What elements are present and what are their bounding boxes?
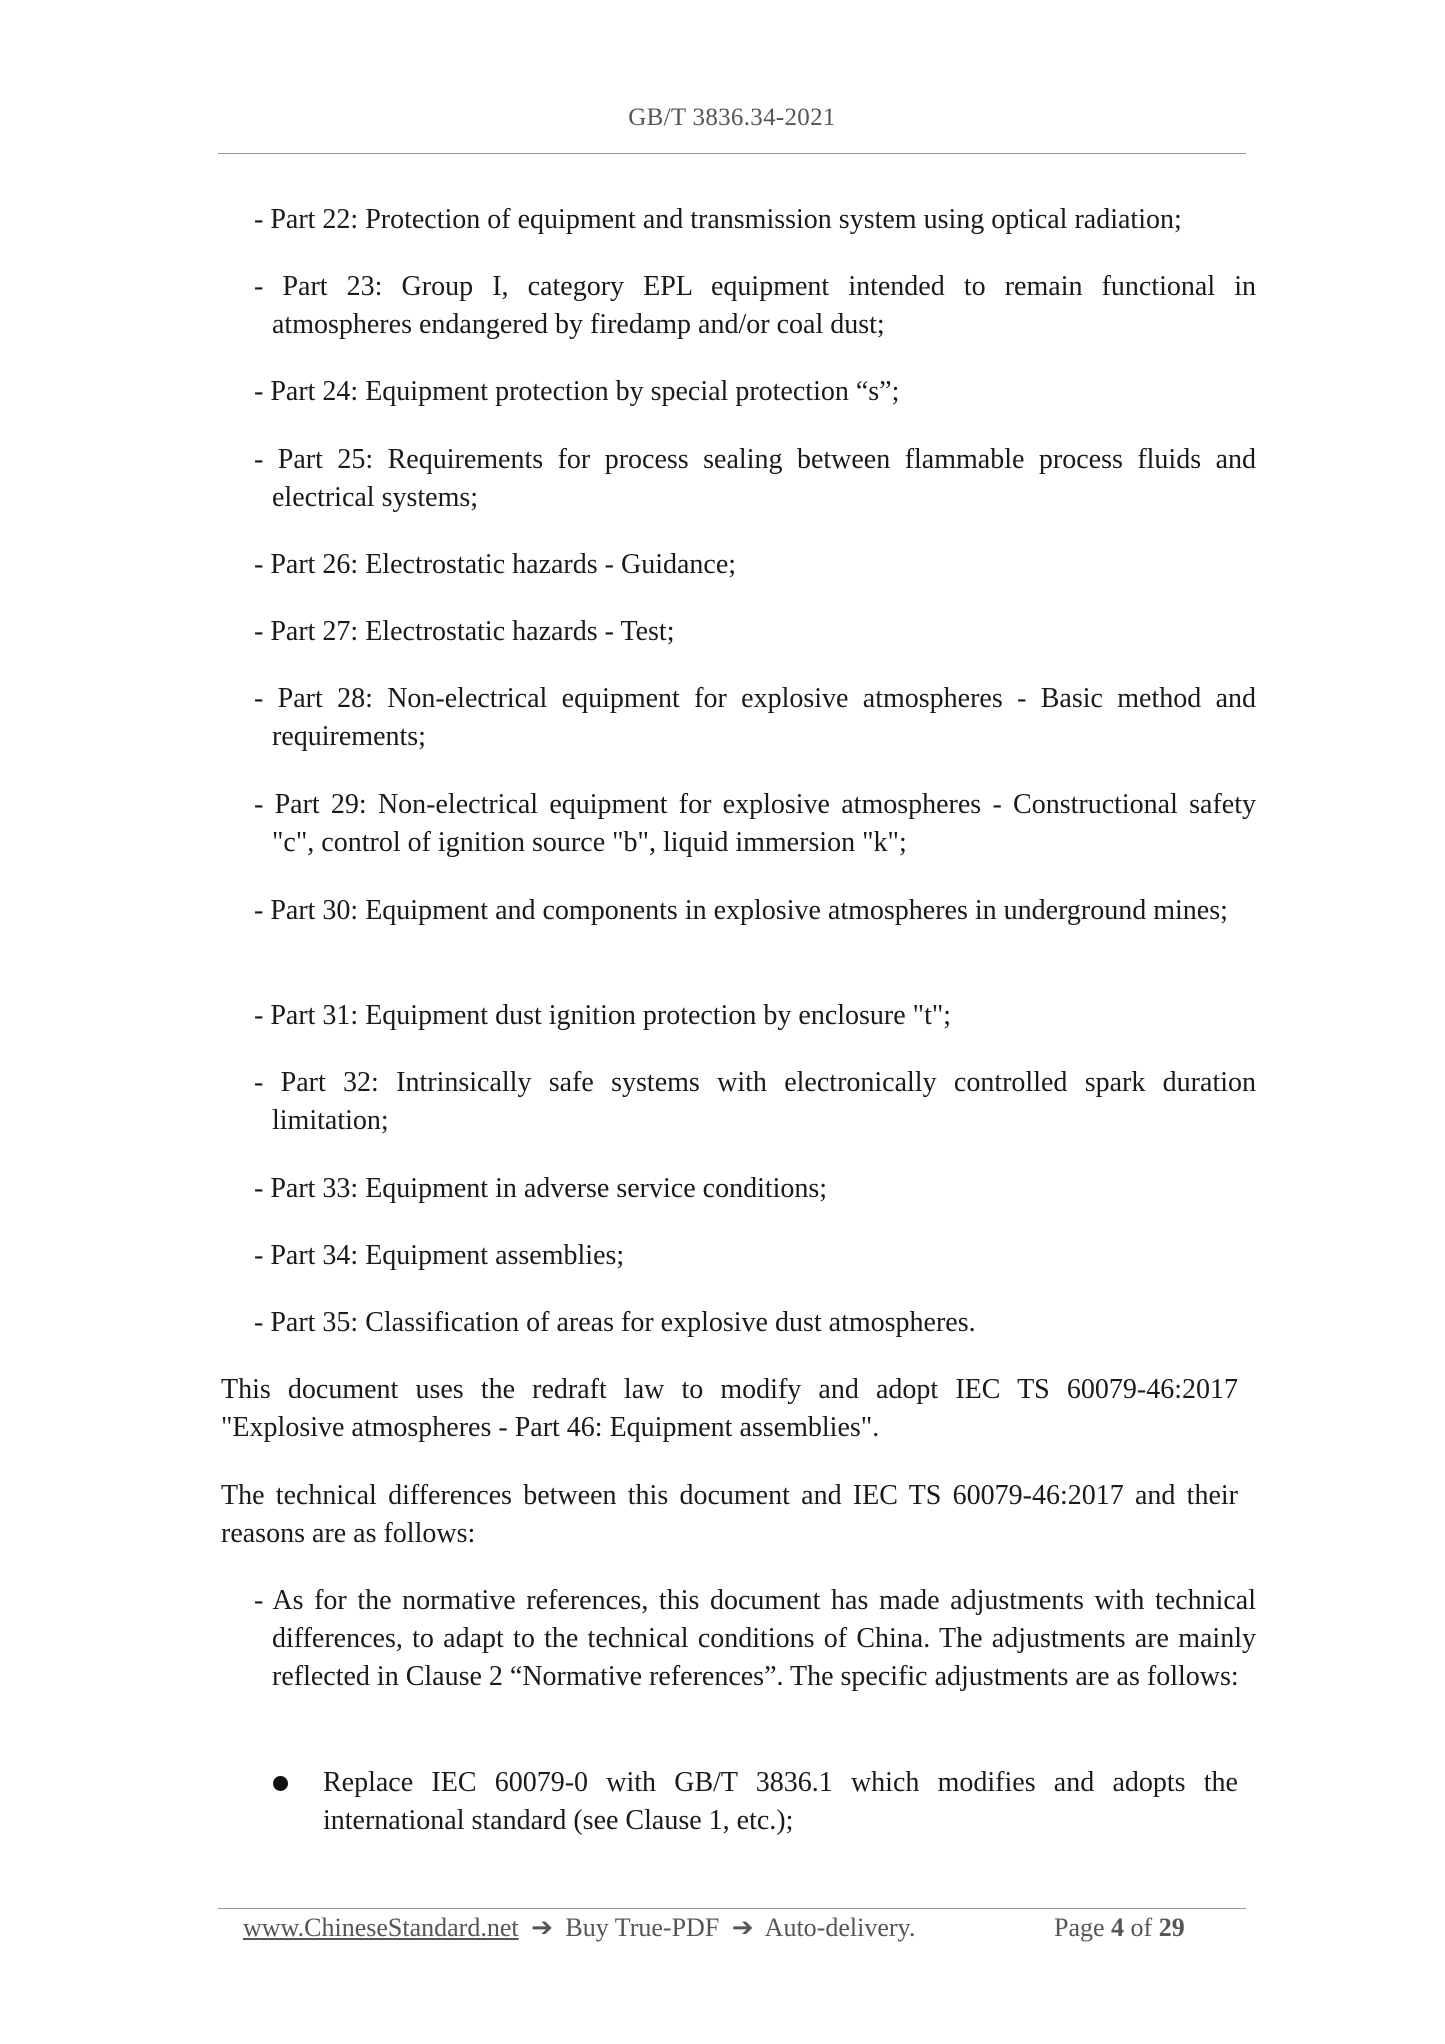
- of-label: of: [1130, 1913, 1153, 1942]
- page-counter: [1054, 1913, 1185, 1943]
- paragraph-redraft-adoption: This document uses the redraft law to modify and adopt IEC TS 60079-46:2017 "Explosive atmospheres - Part 46: Equipment assemblies".: [221, 1374, 1238, 1443]
- list-item-part-26: - Part 26: Electrostatic hazards - Guidance;: [254, 549, 737, 580]
- list-item-part-31: - Part 31: Equipment dust ignition protection by enclosure "t";: [254, 1000, 952, 1031]
- list-item-part-32: - Part 32: Intrinsically safe systems with electronically controlled spark duration limitation;: [254, 1067, 1256, 1136]
- list-item-normative-references: - As for the normative references, this document has made adjustments with technical differences, to adapt to the technical conditions of China. The adjustments are mainly reflected in Clause 2 “Normative references”. The specific adjustments are as follows:: [254, 1585, 1256, 1692]
- footer-promo: [243, 1913, 915, 1943]
- list-item-part-35: - Part 35: Classification of areas for explosive dust atmospheres.: [254, 1307, 976, 1338]
- page-label: Page: [1054, 1913, 1105, 1942]
- list-item-part-22: - Part 22: Protection of equipment and transmission system using optical radiation;: [254, 204, 1182, 235]
- paragraph-technical-differences: The technical differences between this document and IEC TS 60079-46:2017 and their reasons are as follows:: [221, 1480, 1238, 1549]
- list-item-part-24: - Part 24: Equipment protection by special protection “s”;: [254, 376, 900, 407]
- list-item-part-34: - Part 34: Equipment assemblies;: [254, 1240, 625, 1271]
- auto-delivery-text: Auto-delivery.: [764, 1913, 916, 1942]
- site-link[interactable]: www.ChineseStandard.net: [243, 1913, 519, 1942]
- current-page-number: 4: [1111, 1913, 1125, 1942]
- list-item-part-28: - Part 28: Non-electrical equipment for explosive atmospheres - Basic method and requirements;: [254, 683, 1256, 752]
- page-header-standard-code: GB/T 3836.34-2021: [628, 104, 836, 131]
- list-item-part-27: - Part 27: Electrostatic hazards - Test;: [254, 616, 675, 647]
- buy-true-pdf-text: Buy True-PDF: [565, 1913, 720, 1942]
- bullet-item-text: Replace IEC 60079-0 with GB/T 3836.1 which modifies and adopts the international standard (see Clause 1, etc.);: [323, 1767, 1238, 1836]
- header-divider: [218, 153, 1246, 154]
- list-item-part-23: - Part 23: Group I, category EPL equipment intended to remain functional in atmospheres endangered by firedamp and/or coal dust;: [254, 271, 1256, 340]
- list-item-part-29: - Part 29: Non-electrical equipment for explosive atmospheres - Constructional safety "c", control of ignition source "b", liquid immersion "k";: [254, 789, 1256, 858]
- list-item-part-30: - Part 30: Equipment and components in explosive atmospheres in underground mines;: [254, 895, 1228, 926]
- arrow-right-icon: ➔: [731, 1913, 754, 1942]
- list-item-part-25: - Part 25: Requirements for process sealing between flammable process fluids and electrical systems;: [254, 444, 1256, 513]
- footer-divider: [218, 1908, 1246, 1909]
- total-pages-number: 29: [1158, 1913, 1185, 1942]
- list-item-part-33: - Part 33: Equipment in adverse service conditions;: [254, 1173, 828, 1204]
- arrow-right-icon: ➔: [531, 1913, 553, 1942]
- bullet-dot-icon: [273, 1776, 288, 1791]
